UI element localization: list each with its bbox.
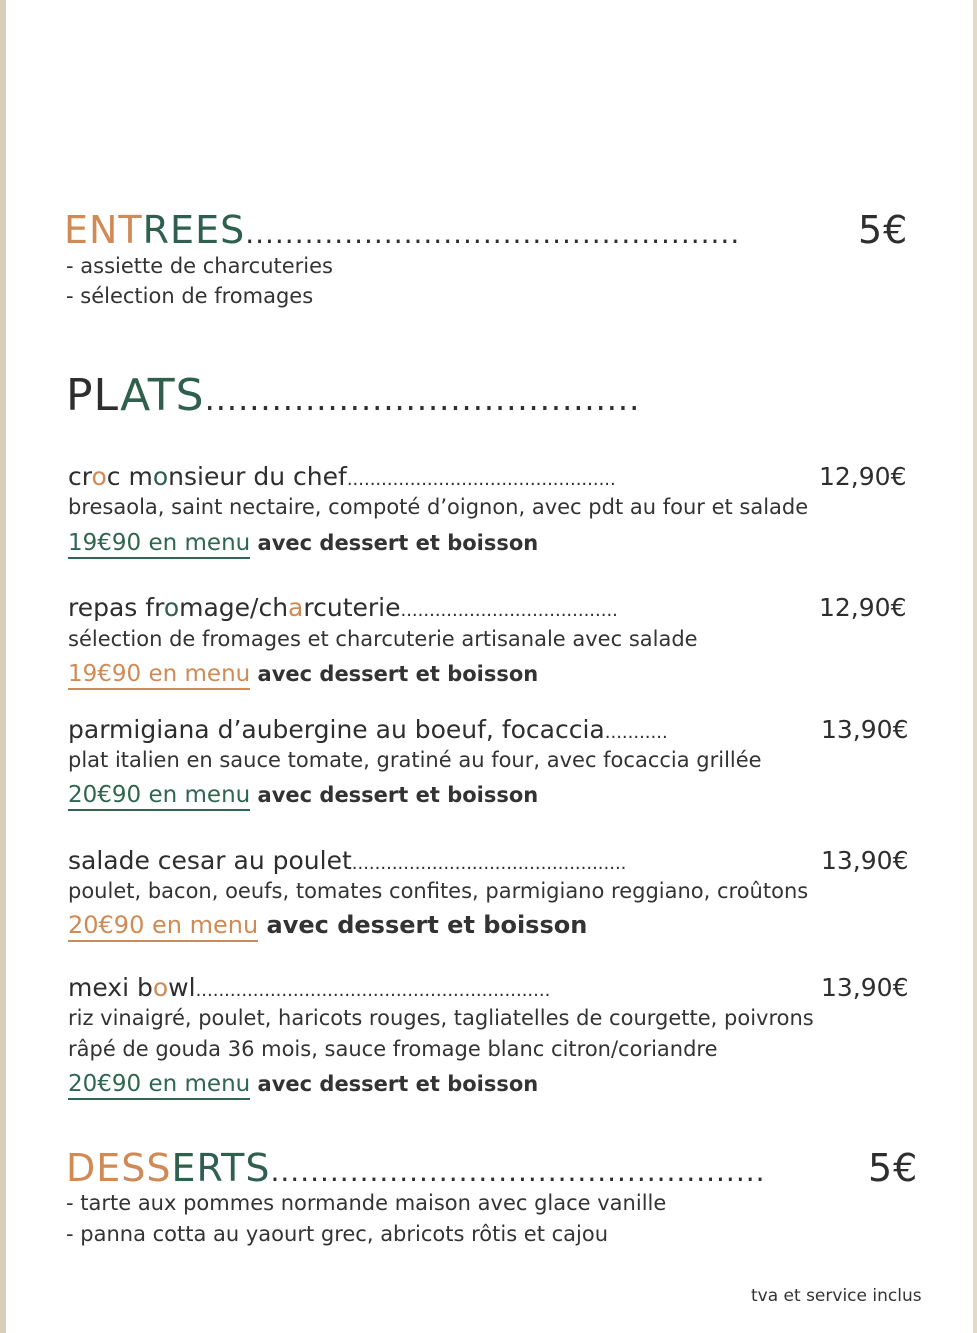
dish-name-accent: o <box>152 973 169 1002</box>
dish-name-accent: o <box>152 462 169 491</box>
dish-name <box>68 462 616 491</box>
dish-name-part: mexi b <box>68 973 153 1002</box>
plats-title-dark: PL <box>66 370 121 421</box>
dish-description: bresaola, saint nectaire, compoté d’oignon, avec pdt au four et salade <box>68 495 809 519</box>
dish-name <box>68 593 618 622</box>
desserts-title-rest: ERTS <box>171 1146 271 1190</box>
desserts-heading <box>66 1146 766 1190</box>
entrees-price: 5€ <box>858 208 909 252</box>
entrees-dots: .................................................. <box>245 217 741 250</box>
dish-price: 13,90€ <box>821 715 909 744</box>
menu-offer-text: avec dessert et boisson <box>250 662 539 686</box>
footer-note: tva et service inclus <box>751 1286 922 1306</box>
dish-description: râpé de gouda 36 mois, sauce fromage blanc citron/coriandre <box>68 1037 718 1061</box>
dish-name-accent: o <box>163 593 180 622</box>
desserts-item: - tarte aux pommes normande maison avec glace vanille <box>66 1191 667 1215</box>
menu-offer-price: 20€90 en menu <box>68 782 250 811</box>
menu-offer-text: avec dessert et boisson <box>258 911 588 939</box>
plats-title-accent: ATS <box>120 370 205 421</box>
dish-description: plat italien en sauce tomate, gratiné au four, avec focaccia grillée <box>68 748 762 772</box>
desserts-price: 5€ <box>868 1146 919 1190</box>
dish-dots: ...................................... <box>400 600 618 621</box>
entrees-title-rest: REES <box>142 208 246 252</box>
dish-price: 13,90€ <box>821 846 909 875</box>
menu-offer-price: 19€90 en menu <box>68 661 250 690</box>
menu-offer <box>68 782 538 808</box>
menu-offer-price: 20€90 en menu <box>68 911 258 942</box>
menu-offer-price: 19€90 en menu <box>68 530 250 559</box>
dish-description: poulet, bacon, oeufs, tomates confites, parmigiano reggiano, croûtons <box>68 879 809 903</box>
dish-name-part: cr <box>68 462 92 491</box>
dish-dots: ................................................ <box>351 853 627 874</box>
dish-name-part: nsieur du chef <box>168 462 347 491</box>
entrees-heading <box>64 208 740 252</box>
dish-name <box>68 973 550 1002</box>
dish-price: 12,90€ <box>819 462 907 491</box>
dish-name-accent: a <box>288 593 304 622</box>
menu-offer <box>68 530 538 556</box>
dish-dots: ............................................... <box>346 469 616 490</box>
dish-name-part: parmigiana d’aubergine au boeuf, focaccia <box>68 715 605 744</box>
menu-offer <box>68 911 587 939</box>
entrees-title-accent: ENT <box>64 208 143 252</box>
menu-offer <box>68 1071 538 1097</box>
dish-name-part: c m <box>106 462 153 491</box>
dish-name-part: mage/ch <box>179 593 289 622</box>
desserts-item: - panna cotta au yaourt grec, abricots rôtis et cajou <box>66 1222 609 1246</box>
dish-name-part: repas fr <box>68 593 164 622</box>
entrees-item: - assiette de charcuteries <box>66 254 333 278</box>
desserts-title-accent: DESS <box>66 1146 172 1190</box>
menu-offer <box>68 661 538 687</box>
dish-description: riz vinaigré, poulet, haricots rouges, tagliatelles de courgette, poivrons <box>68 1006 814 1030</box>
plats-heading <box>66 370 640 421</box>
dish-name <box>68 846 626 875</box>
menu-offer-price: 20€90 en menu <box>68 1071 250 1100</box>
plats-dots: ....................................... <box>204 380 641 418</box>
menu-offer-text: avec dessert et boisson <box>250 531 539 555</box>
dish-name-part: rcuterie <box>303 593 401 622</box>
menu-offer-text: avec dessert et boisson <box>250 1072 539 1096</box>
dish-name-part: wl <box>168 973 196 1002</box>
dish-description: sélection de fromages et charcuterie artisanale avec salade <box>68 627 698 651</box>
dish-price: 13,90€ <box>821 973 909 1002</box>
dish-dots: ........... <box>604 722 668 743</box>
dish-name <box>68 715 668 744</box>
dish-name-part: salade cesar au poulet <box>68 846 352 875</box>
desserts-dots: .................................................. <box>270 1155 766 1188</box>
dish-price: 12,90€ <box>819 593 907 622</box>
menu-offer-text: avec dessert et boisson <box>250 783 539 807</box>
dish-dots: .............................................................. <box>195 980 551 1001</box>
dish-name-accent: o <box>91 462 107 491</box>
entrees-item: - sélection de fromages <box>66 284 314 308</box>
